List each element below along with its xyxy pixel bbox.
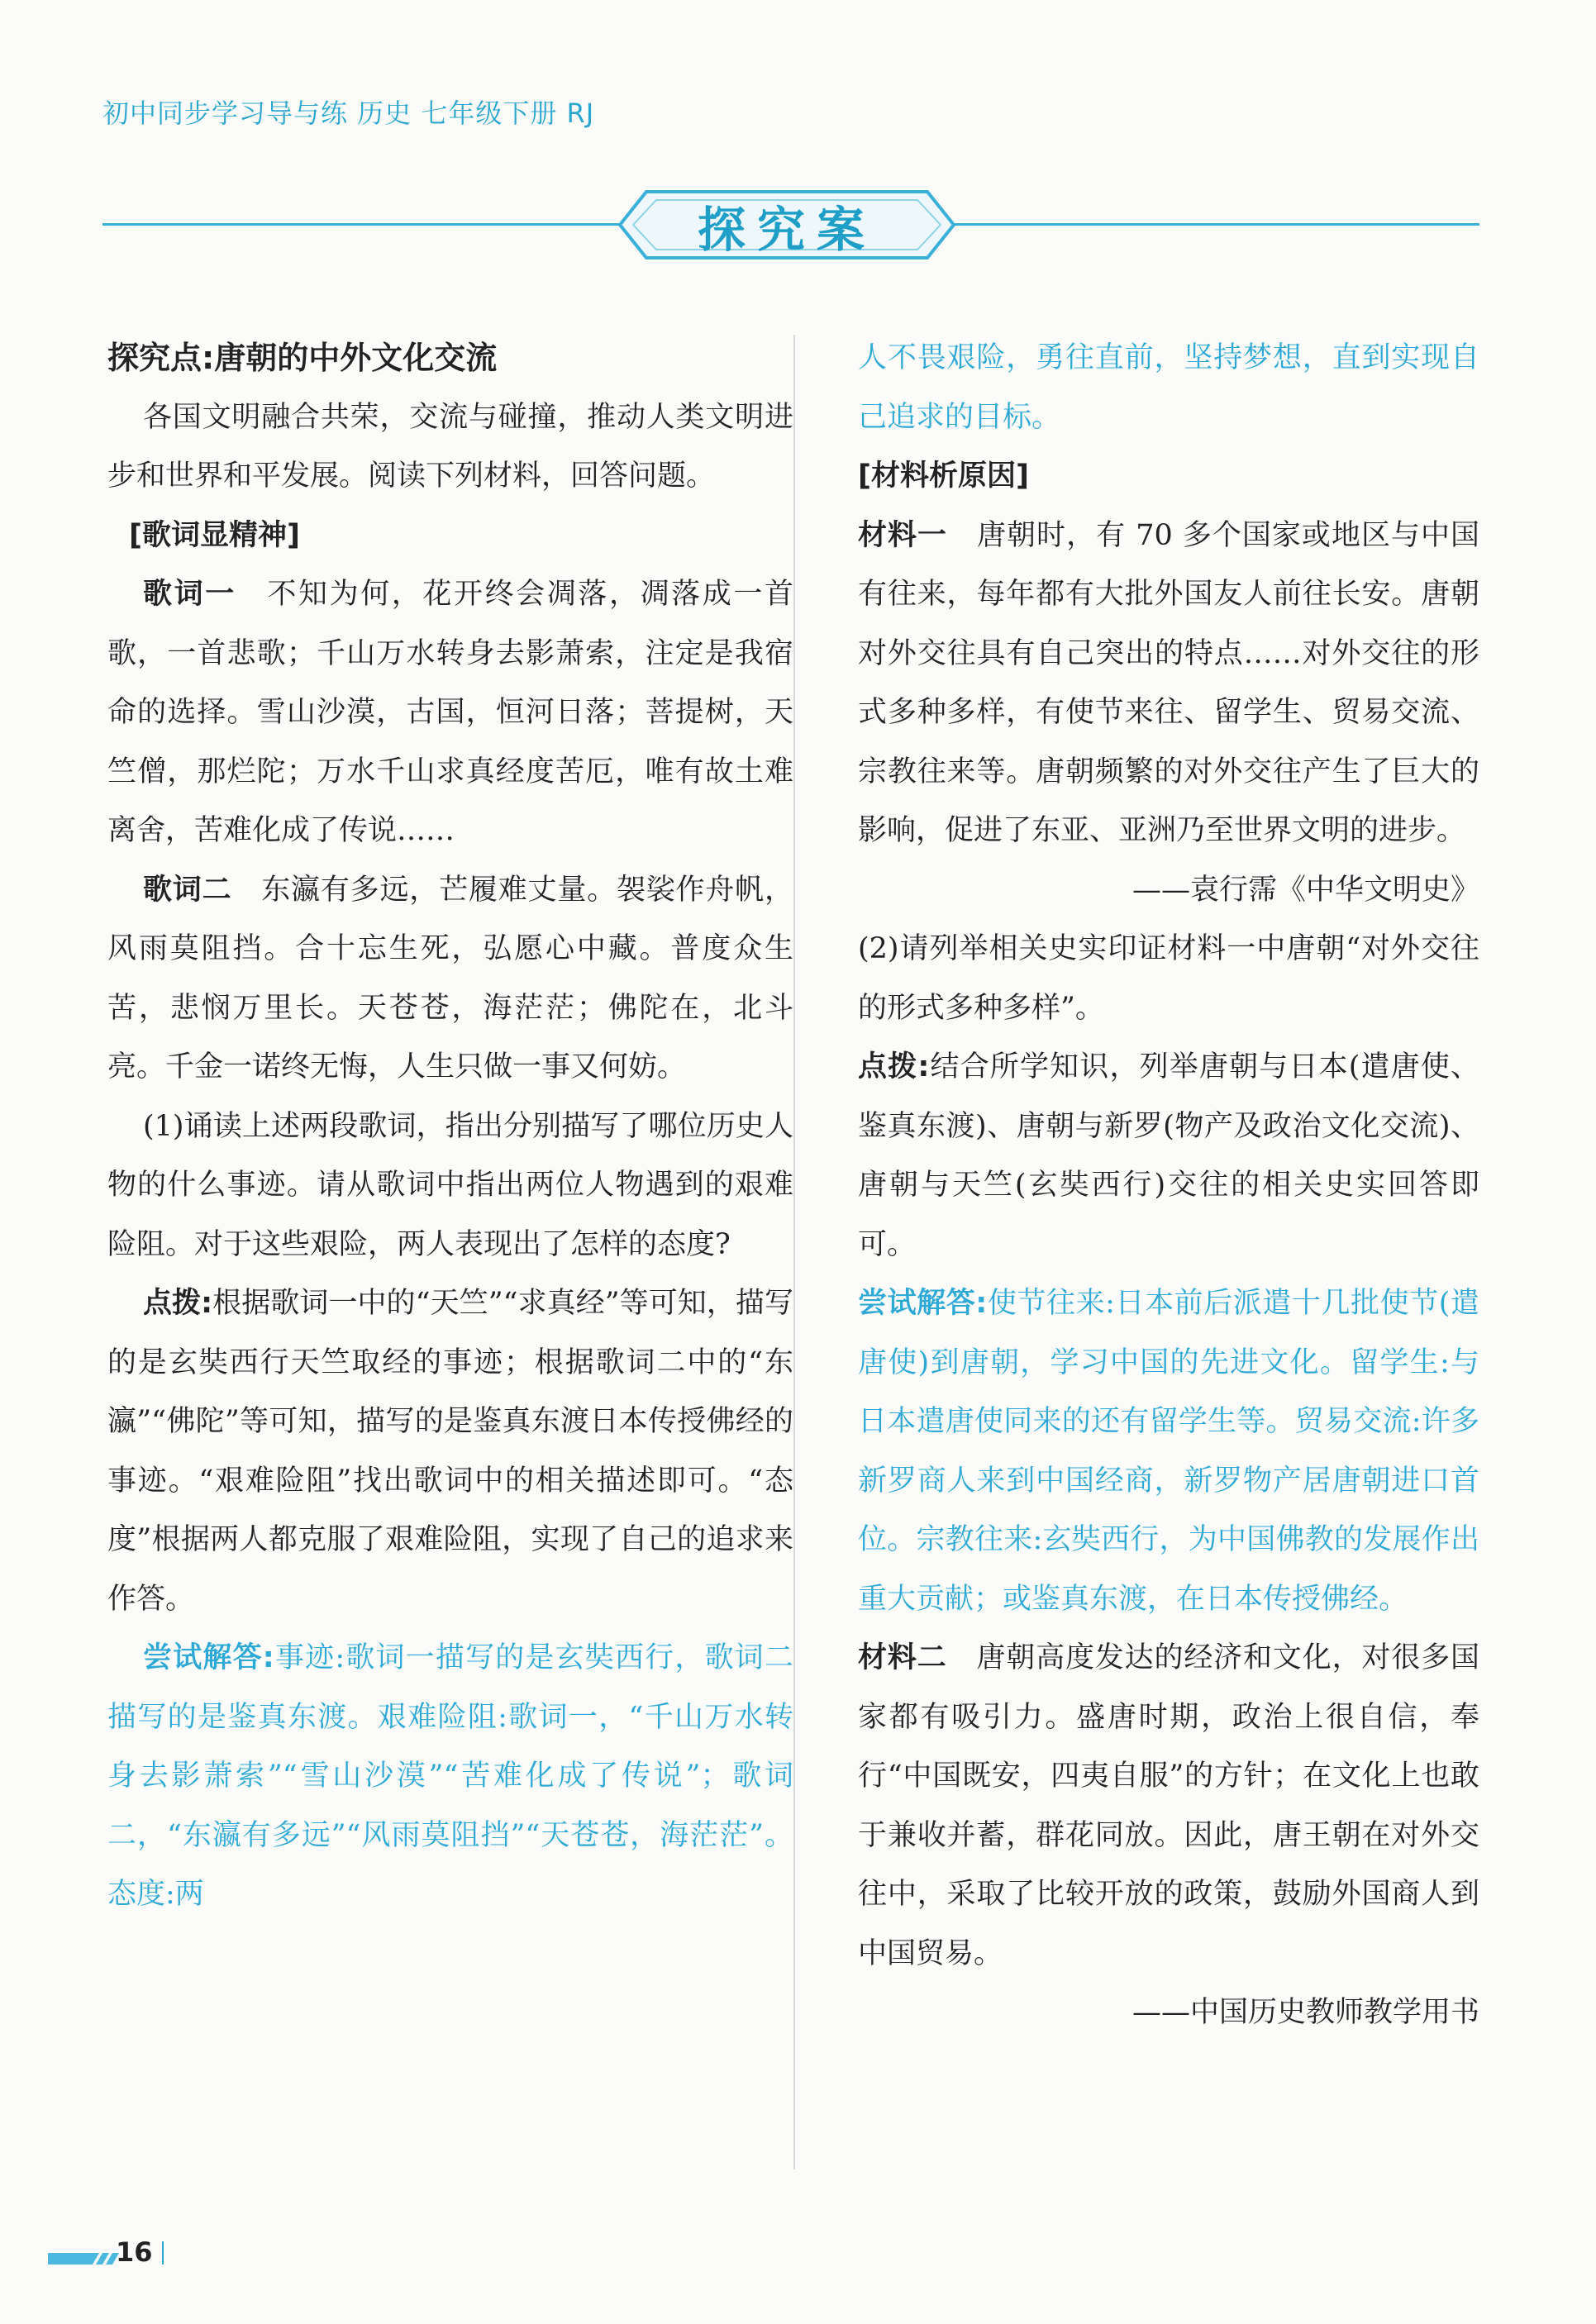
material-two-label: 材料二 xyxy=(858,1641,947,1674)
question-two: (2)请列举相关史实印证材料一中唐朝“对外交往的形式多种多样”。 xyxy=(858,932,1479,1025)
footer-stripe-icon xyxy=(48,2250,119,2266)
right-column xyxy=(858,329,1479,2043)
lyric-one-text: 不知为何，花开终会凋落，凋落成一首歌，一首悲歌；千山万水转身去影萧索，注定是我宿命的选择。雪山沙漠，古国，恒河日落；菩提树，天竺僧，那烂陀；万水千山求真经度苦厄，唯有故土难离舍，苦难化成了传说…… xyxy=(107,578,793,847)
material-one-text: 唐朝时，有 70 多个国家或地区与中国有往来，每年都有大批外国友人前往长安。唐朝对外交往具有自己突出的特点……对外交往的形式多种多样，有使节来往、留学生、贸易交流、宗教往来等。唐朝频繁的对外交往产生了巨大的影响，促进了东亚、亚洲乃至世界文明的进步。 xyxy=(858,518,1479,847)
lyric-two-text: 东瀛有多远，芒履难丈量。袈裟作舟帆，风雨莫阻挡。合十忘生死，弘愿心中藏。普度众生苦，悲悯万里长。天苍苍，海茫茫；佛陀在，北斗亮。千金一诺终无悔，人生只做一事又何妨。 xyxy=(107,873,793,1083)
lyric-one-label: 歌词一 xyxy=(143,578,236,611)
footer-divider xyxy=(162,2241,164,2264)
column-divider xyxy=(793,335,795,2169)
banner-rule-right xyxy=(942,223,1479,226)
section-banner-title: 探究案 xyxy=(697,202,876,258)
answer-one xyxy=(107,1629,793,1925)
hint-two xyxy=(858,1038,1479,1274)
answer-two-label: 尝试解答: xyxy=(858,1287,988,1320)
book-header: 初中同步学习导与练 历史 七年级下册 RJ xyxy=(102,98,595,129)
analysis-heading: [材料析原因] xyxy=(858,460,1029,493)
answer-one-continued: 人不畏艰险，勇往直前，坚持梦想，直到实现自己追求的目标。 xyxy=(858,341,1479,434)
question-one: (1)诵读上述两段歌词，指出分别描写了哪位历史人物的什么事迹。请从歌词中指出两位人物遇到的艰难险阻。对于这些艰险，两人表现出了怎样的态度? xyxy=(107,1109,793,1261)
answer-two-text: 使节往来:日本前后派遣十几批使节(遣唐使)到唐朝，学习中国的先进文化。留学生:与日本遣唐使同来的还有留学生等。贸易交流:许多新罗商人来到中国经商，新罗物产居唐朝进口首位。宗教往来:玄奘西行，为中国佛教的发展作出重大贡献；或鉴真东渡，在日本传授佛经。 xyxy=(858,1287,1479,1616)
intro-paragraph: 各国文明融合共荣，交流与碰撞，推动人类文明进步和世界和平发展。阅读下列材料，回答问题。 xyxy=(107,400,793,493)
answer-two xyxy=(858,1274,1479,1629)
left-column xyxy=(107,329,793,1925)
lyric-two xyxy=(107,861,793,1098)
lyric-one xyxy=(107,565,793,861)
answer-one-label: 尝试解答: xyxy=(143,1641,274,1674)
banner-rule-left xyxy=(102,223,631,226)
lyrics-heading: [歌词显精神] xyxy=(129,518,300,552)
hint-one-text: 根据歌词一中的“天竺”“求真经”等可知，描写的是玄奘西行天竺取经的事迹；根据歌词二中的“东瀛”“佛陀”等可知，描写的是鉴真东渡日本传授佛经的事迹。“艰难险阻”找出歌词中的相关描述即可。“态度”根据两人都克服了艰难险阻，实现了自己的追求来作答。 xyxy=(107,1287,793,1616)
material-two xyxy=(858,1629,1479,1983)
hint-one-label: 点拨: xyxy=(143,1287,213,1320)
hint-two-label: 点拨: xyxy=(858,1050,930,1083)
inquiry-title: 探究点:唐朝的中外文化交流 xyxy=(107,340,498,376)
material-one xyxy=(858,507,1479,861)
hint-two-text: 结合所学知识，列举唐朝与日本(遣唐使、鉴真东渡)、唐朝与新罗(物产及政治文化交流)、唐朝与天竺(玄奘西行)交往的相关史实回答即可。 xyxy=(858,1050,1479,1261)
material-one-source: ——袁行霈《中华文明史》 xyxy=(1131,873,1479,907)
hint-one xyxy=(107,1274,793,1629)
material-one-label: 材料一 xyxy=(858,518,948,552)
material-two-source: ——中国历史教师教学用书 xyxy=(1131,1996,1479,2029)
answer-one-text: 事迹:歌词一描写的是玄奘西行，歌词二描写的是鉴真东渡。艰难险阻:歌词一，“千山万水转身去影萧索”“雪山沙漠”“苦难化成了传说”；歌词二，“东瀛有多远”“风雨莫阻挡”“天苍苍，海茫茫”。态度:两 xyxy=(107,1641,793,1911)
lyric-two-label: 歌词二 xyxy=(143,873,232,907)
material-two-text: 唐朝高度发达的经济和文化，对很多国家都有吸引力。盛唐时期，政治上很自信，奉行“中国既安，四夷自服”的方针；在文化上也敢于兼收并蓄，群花同放。因此，唐王朝在对外交往中，采取了比较开放的政策，鼓励外国商人到中国贸易。 xyxy=(858,1641,1479,1970)
page-number: 16 xyxy=(116,2236,153,2268)
